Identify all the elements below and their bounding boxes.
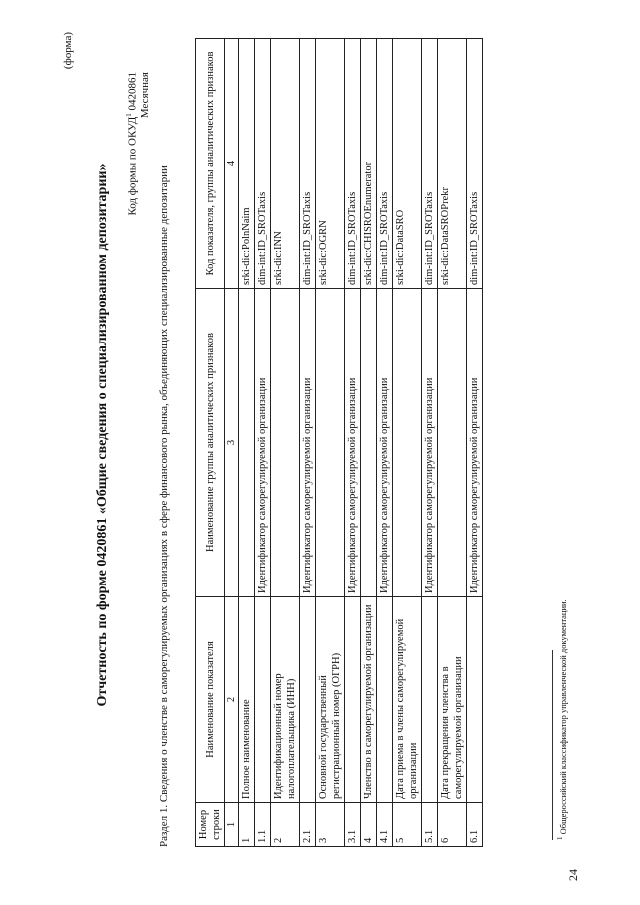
cell-code: dim-int:ID_SROTaxis — [422, 39, 438, 289]
table-row — [316, 39, 345, 847]
cell-indicator-name: Основной государственный регистрационный номер (ОГРН) — [316, 597, 345, 803]
cell-code: dim-int:ID_SROTaxis — [345, 39, 361, 289]
column-number: 1 — [225, 803, 239, 847]
column-number: 2 — [225, 597, 239, 803]
table-row — [255, 39, 271, 847]
table-row — [239, 39, 255, 847]
cell-indicator-name — [467, 597, 483, 803]
cell-group-name: Идентификатор саморегулируемой организации — [377, 289, 393, 597]
cell-row-number: 5.1 — [422, 803, 438, 847]
okud-line — [125, 72, 139, 216]
cell-indicator-name: Идентификационный номер налогоплательщика (ИНН) — [271, 597, 300, 803]
table-row — [422, 39, 438, 847]
cell-indicator-name: Полное наименование — [239, 597, 255, 803]
cell-group-name — [438, 289, 467, 597]
column-numbers-row — [225, 39, 239, 847]
cell-code: dim-int:ID_SROTaxis — [467, 39, 483, 289]
table-row — [361, 39, 377, 847]
section-heading: Раздел 1. Сведения о членстве в саморегулируемых организациях в сфере финансового рынка, объединяющих специализированные депозитарии — [158, 165, 170, 847]
cell-indicator-name: Дата прекращения членства в саморегулируемой организации — [438, 597, 467, 803]
column-number: 4 — [225, 39, 239, 289]
cell-group-name: Идентификатор саморегулируемой организации — [255, 289, 271, 597]
cell-code: srki-dic:DataSRO — [393, 39, 422, 289]
cell-indicator-name — [377, 597, 393, 803]
cell-code: dim-int:ID_SROTaxis — [300, 39, 316, 289]
cell-group-name — [271, 289, 300, 597]
cell-group-name — [239, 289, 255, 597]
cell-code: srki-dic:INN — [271, 39, 300, 289]
cell-group-name: Идентификатор саморегулируемой организации — [467, 289, 483, 597]
okud-label: Код формы по ОКУД — [126, 116, 139, 216]
cell-indicator-name — [422, 597, 438, 803]
cell-group-name — [361, 289, 377, 597]
cell-row-number: 3 — [316, 803, 345, 847]
table-row — [377, 39, 393, 847]
okud-code: 0420861 — [126, 72, 139, 111]
cell-group-name — [316, 289, 345, 597]
cell-row-number: 2 — [271, 803, 300, 847]
cell-indicator-name: Членство в саморегулируемой организации — [361, 597, 377, 803]
cell-group-name: Идентификатор саморегулируемой организации — [422, 289, 438, 597]
cell-row-number: 1 — [239, 803, 255, 847]
cell-row-number: 5 — [393, 803, 422, 847]
table-header-row — [196, 39, 225, 847]
cell-row-number: 6.1 — [467, 803, 483, 847]
cell-row-number: 2.1 — [300, 803, 316, 847]
cell-row-number: 4.1 — [377, 803, 393, 847]
footnote — [556, 599, 568, 840]
cell-group-name: Идентификатор саморегулируемой организации — [300, 289, 316, 597]
cell-indicator-name — [300, 597, 316, 803]
cell-code: srki-dic:DataSROPrekr — [438, 39, 467, 289]
cell-code: srki-dic:CHISROEnumerator — [361, 39, 377, 289]
cell-code: dim-int:ID_SROTaxis — [377, 39, 393, 289]
table-row — [438, 39, 467, 847]
indicators-table — [195, 38, 483, 847]
footnote-text: Общероссийский классификатор управленческой документации. — [557, 599, 568, 835]
header-group-name: Наименование группы аналитических признаков — [196, 289, 225, 597]
footnote-divider — [552, 650, 553, 840]
table-row — [300, 39, 316, 847]
cell-code: srki-dic:PolnNaim — [239, 39, 255, 289]
table-row — [271, 39, 300, 847]
cell-group-name: Идентификатор саморегулируемой организации — [345, 289, 361, 597]
document-title: Отчетность по форме 0420861 «Общие сведения о специализированном депозитарии» — [95, 163, 110, 707]
cell-row-number: 4 — [361, 803, 377, 847]
cell-indicator-name — [255, 597, 271, 803]
table-row — [393, 39, 422, 847]
cell-row-number: 6 — [438, 803, 467, 847]
okud-footnote-ref: 1 — [125, 113, 133, 117]
cell-indicator-name: Дата приема в члены саморегулируемой организации — [393, 597, 422, 803]
header-row-number: Номер строки — [196, 803, 225, 847]
cell-indicator-name — [345, 597, 361, 803]
cell-code: srki-dic:OGRN — [316, 39, 345, 289]
page-number: 24 — [566, 869, 580, 881]
column-number: 3 — [225, 289, 239, 597]
header-code: Код показателя, группы аналитических признаков — [196, 39, 225, 289]
table-row — [467, 39, 483, 847]
footnote-mark: 1 — [556, 836, 564, 840]
cell-row-number: 1.1 — [255, 803, 271, 847]
cell-code: dim-int:ID_SROTaxis — [255, 39, 271, 289]
header-indicator-name: Наименование показателя — [196, 597, 225, 803]
table-row — [345, 39, 361, 847]
form-mark: (форма) — [62, 32, 74, 70]
cell-row-number: 3.1 — [345, 803, 361, 847]
periodicity: Месячная — [139, 72, 151, 119]
cell-group-name — [393, 289, 422, 597]
